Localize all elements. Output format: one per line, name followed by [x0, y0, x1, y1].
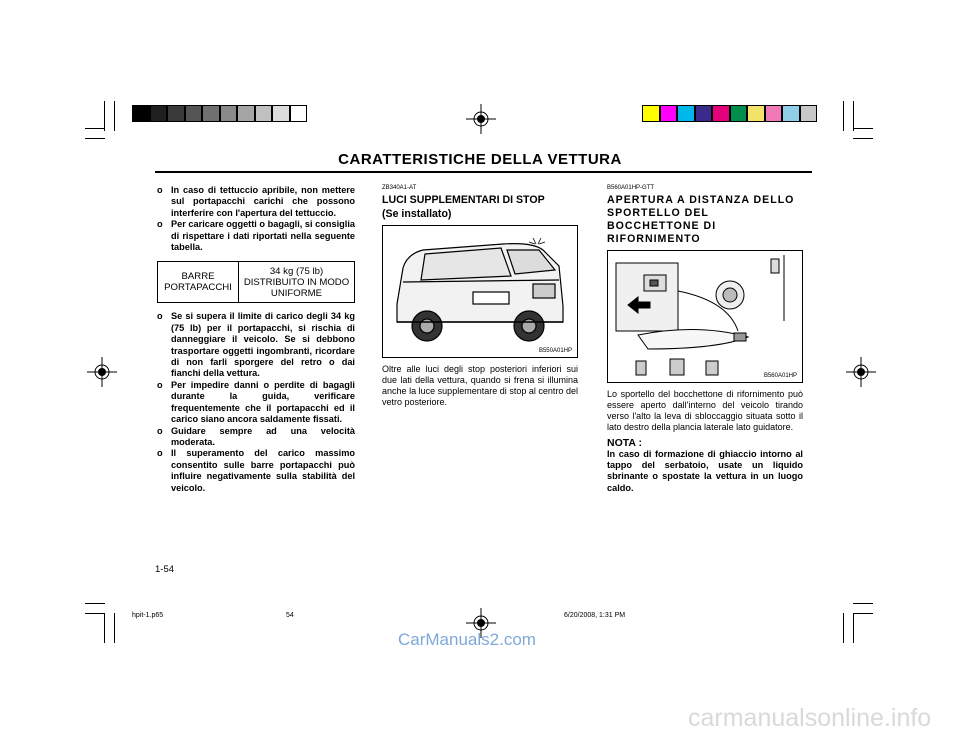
bullet-mark: o: [157, 185, 163, 195]
color-swatch: [782, 105, 800, 122]
bullet-item: [157, 185, 355, 219]
table-cell-item: BARRE PORTAPACCHI: [158, 262, 239, 303]
bullet-item: [157, 448, 355, 494]
color-swatch: [800, 105, 818, 122]
crop-mark: [843, 101, 844, 131]
bullet-text: Guidare sempre ad una velocità moderata.: [171, 425, 355, 447]
note-title: NOTA :: [607, 437, 642, 449]
bullet-item: [157, 426, 355, 449]
color-swatch: [677, 105, 695, 122]
bullet-text: Il superamento del carico massimo consentito sulle barre portapacchi può influire negativamente sulla stabilità del veicolo.: [171, 448, 355, 493]
bullet-item: [157, 311, 355, 379]
column-stop-lights: [382, 185, 578, 408]
section-heading: LUCI SUPPLEMENTARI DI STOP: [382, 194, 545, 206]
color-swatch: [220, 105, 238, 122]
color-swatch: [237, 105, 255, 122]
registration-target-icon: [87, 357, 117, 387]
bullet-mark: o: [157, 425, 163, 436]
crop-mark: [853, 613, 854, 643]
crop-mark: [843, 613, 844, 643]
bullet-mark: o: [157, 219, 163, 230]
bullet-text: Per impedire danni o perdite di bagagli durante la guida, verificare frequentemente che il portapacchi ed il carico siano ancora saldamente fissati.: [171, 379, 355, 425]
crop-mark: [85, 613, 105, 614]
registration-target-icon: [846, 357, 876, 387]
section-code: ZB340A1-AT: [382, 185, 417, 191]
grayscale-color-bar: [132, 105, 307, 122]
color-swatch: [150, 105, 168, 122]
cmyk-color-bar: [642, 105, 817, 122]
bullet-text: Se si supera il limite di carico degli 34 kg (75 lb) per il portapacchi, si rischia di danneggiare il veicolo. Se si debbono trasportare oggetti ingombranti, ricordare di non farli sporgere del retro o dai fianchi della vettura.: [171, 311, 355, 379]
color-swatch: [695, 105, 713, 122]
section-body: Oltre alle luci degli stop posteriori inferiori sui due lati della vettura, quando si frena si illumina anche la luce supplementare di stop al centro del vetro posteriore.: [382, 364, 578, 407]
crop-mark: [114, 613, 115, 643]
figure-fuel-lever: [607, 250, 803, 383]
section-heading: APERTURA A DISTANZA DELLO SPORTELLO DEL BOCCHETTONE DI RIFORNIMENTO: [607, 194, 795, 245]
figure-label: B550A01HP: [538, 348, 572, 354]
crop-mark: [853, 613, 873, 614]
crop-mark: [85, 138, 105, 139]
crop-mark: [114, 101, 115, 131]
bullet-text: Per caricare oggetti o bagagli, si consiglia di rispettare i dati riportati nella seguente tabella.: [171, 219, 355, 253]
load-table: [157, 261, 355, 303]
color-swatch: [765, 105, 783, 122]
bullet-mark: o: [157, 448, 163, 459]
color-swatch: [202, 105, 220, 122]
bullet-mark: o: [157, 311, 163, 322]
crop-mark: [104, 613, 105, 643]
color-swatch: [660, 105, 678, 122]
color-swatch: [712, 105, 730, 122]
column-roof-rack: [157, 185, 355, 494]
table-row: [158, 262, 355, 303]
table-cell-limit: 34 kg (75 lb) DISTRIBUITO IN MODO UNIFORME: [239, 262, 355, 303]
page-number: 1-54: [155, 564, 175, 575]
color-swatch: [642, 105, 660, 122]
column-fuel-door: [607, 185, 803, 494]
crop-mark: [853, 128, 873, 129]
crop-mark: [85, 603, 105, 604]
crop-mark: [104, 101, 105, 131]
footer-filename: hpit-1.p65: [132, 612, 164, 619]
color-swatch: [132, 105, 150, 122]
color-swatch: [185, 105, 203, 122]
color-swatch: [730, 105, 748, 122]
watermark-carmanualsonline[interactable]: carmanualsonline.info: [688, 704, 932, 732]
section-subheading: (Se installato): [382, 208, 452, 220]
footer-date: 6/20/2008, 1:31 PM: [564, 612, 626, 619]
bullet-item: [157, 380, 355, 426]
footer-page: 54: [286, 612, 294, 619]
registration-target-icon: [466, 104, 496, 134]
crop-mark: [853, 603, 873, 604]
section-body: Lo sportello del bocchettone di rifornimento può essere aperto dall'interno del veicolo tirando verso l'alto la leva di sbloccaggio situata sotto il lato destro della plancia laterale lato guidatore.: [607, 389, 803, 432]
color-swatch: [167, 105, 185, 122]
crop-mark: [85, 128, 105, 129]
crop-mark: [853, 138, 873, 139]
crop-mark: [853, 101, 854, 131]
color-swatch: [747, 105, 765, 122]
fuel-door-lever-illustration: [608, 251, 802, 382]
figure-label: B560A01HP: [763, 373, 797, 379]
note-body: In caso di formazione di ghiaccio intorno al tappo del serbatoio, usate un liquido sbrinante o spostate la vettura in un luogo caldo.: [607, 449, 803, 493]
car-rear-illustration: [383, 226, 577, 357]
figure-rear-car: [382, 225, 578, 358]
section-code: B560A01HP-GTT: [607, 185, 655, 191]
title-divider: [155, 171, 812, 173]
color-swatch: [255, 105, 273, 122]
bullet-item: [157, 219, 355, 253]
color-swatch: [272, 105, 290, 122]
watermark-carmanuals2[interactable]: CarManuals2.com: [398, 630, 536, 649]
page-title: CARATTERISTICHE DELLA VETTURA: [338, 151, 622, 168]
color-swatch: [290, 105, 308, 122]
bullet-text: In caso di tettuccio apribile, non mettere sul portapacchi carichi che possono interferire con l'apertura del tettuccio.: [171, 185, 355, 218]
bullet-mark: o: [157, 379, 163, 390]
